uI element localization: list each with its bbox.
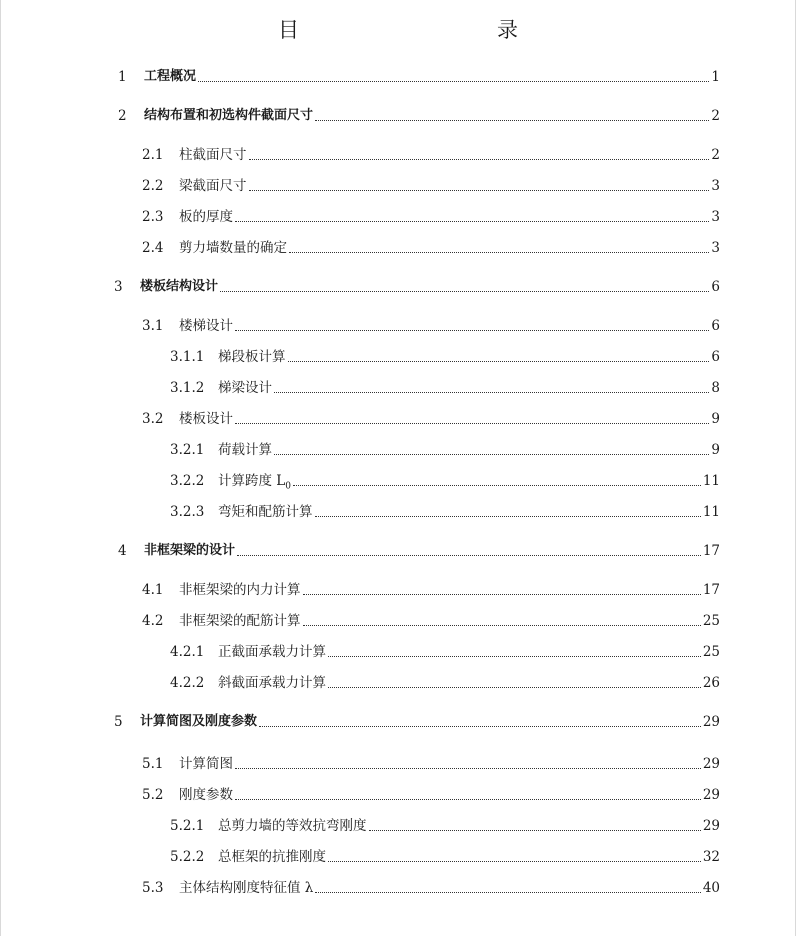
toc-entry[interactable]	[170, 373, 720, 397]
toc-page: 3	[711, 209, 720, 225]
toc-leader	[237, 554, 701, 556]
toc-entry[interactable]	[114, 707, 720, 731]
toc-leader	[288, 360, 710, 362]
toc-label: 非框架梁的设计	[144, 543, 236, 558]
toc-entry[interactable]	[142, 749, 720, 773]
toc-page: 40	[702, 880, 720, 896]
toc-entry[interactable]	[142, 233, 720, 257]
toc-leader	[235, 220, 709, 222]
toc-label: 总框架的抗推刚度	[218, 849, 326, 865]
toc-label	[218, 472, 291, 490]
toc-entry[interactable]	[142, 780, 720, 804]
toc-number: 4.2.1	[170, 644, 205, 660]
toc-number: 3.1.1	[170, 349, 205, 365]
toc-leader	[220, 290, 709, 292]
toc-label: 柱截面尺寸	[179, 147, 247, 163]
toc-leader	[274, 391, 709, 393]
toc-label: 刚度参数	[179, 787, 233, 803]
toc-entry[interactable]	[142, 311, 720, 335]
toc-entry[interactable]	[118, 101, 720, 125]
toc-label: 工程概况	[144, 69, 197, 84]
toc-leader	[249, 158, 710, 160]
toc-leader	[198, 80, 709, 82]
toc-label: 板的厚度	[179, 209, 233, 225]
toc-label: 梁截面尺寸	[179, 178, 247, 194]
toc-number: 5.1	[142, 756, 164, 772]
toc-leader	[289, 251, 709, 253]
toc-label-text: 计算跨度 L	[218, 473, 286, 489]
toc-number: 3.1	[142, 318, 164, 334]
toc-label: 楼梯设计	[179, 318, 233, 334]
toc-number: 5	[114, 714, 123, 730]
toc-page: 2	[711, 108, 720, 124]
toc-label: 弯矩和配筋计算	[218, 504, 313, 520]
toc-page: 6	[711, 279, 720, 295]
toc-label: 主体结构刚度特征值 λ	[179, 880, 314, 896]
toc-label: 非框架梁的配筋计算	[179, 613, 301, 629]
toc-label: 梯梁设计	[218, 380, 272, 396]
toc-page: 29	[702, 787, 720, 803]
toc-page: 29	[702, 756, 720, 772]
toc-number: 5.3	[142, 880, 164, 896]
toc-page: 26	[702, 675, 720, 691]
toc-number: 4.1	[142, 582, 164, 598]
toc-leader	[259, 725, 701, 727]
toc-leader	[235, 422, 709, 424]
toc-leader	[235, 329, 709, 331]
toc-entry[interactable]	[114, 272, 720, 296]
toc-entry[interactable]	[142, 575, 720, 599]
toc-leader	[235, 798, 701, 800]
toc-entry[interactable]	[142, 171, 720, 195]
toc-page: 6	[711, 349, 720, 365]
toc-label-subscript: 0	[285, 481, 291, 492]
toc-number: 4	[118, 543, 127, 559]
toc-number: 5.2.2	[170, 849, 205, 865]
toc-label: 计算简图	[179, 756, 233, 772]
toc-page: 32	[702, 849, 720, 865]
toc-entry[interactable]	[170, 811, 720, 835]
toc-number: 2.3	[142, 209, 164, 225]
toc-leader	[249, 189, 710, 191]
toc-label: 梯段板计算	[218, 349, 286, 365]
toc-leader	[235, 767, 701, 769]
toc-number: 4.2	[142, 613, 164, 629]
toc-leader	[328, 860, 701, 862]
toc-entry[interactable]	[142, 404, 720, 428]
toc-number: 5.2.1	[170, 818, 205, 834]
toc-number: 1	[118, 69, 127, 85]
toc-page: 29	[702, 714, 720, 730]
toc-entry[interactable]	[170, 668, 720, 692]
toc-leader	[315, 891, 700, 893]
toc-page: 25	[702, 644, 720, 660]
toc-label: 楼板结构设计	[140, 279, 219, 294]
toc-leader	[369, 829, 701, 831]
toc-number: 3.2.3	[170, 504, 205, 520]
toc-page: 29	[702, 818, 720, 834]
toc-number: 3.2.2	[170, 473, 205, 489]
toc-page: 3	[711, 178, 720, 194]
toc-page: 6	[711, 318, 720, 334]
page-title: 目 录	[278, 18, 570, 42]
toc-leader	[303, 624, 701, 626]
toc-leader	[293, 484, 701, 486]
toc-label: 总剪力墙的等效抗弯刚度	[218, 818, 367, 834]
toc-number: 3.2.1	[170, 442, 205, 458]
toc-number: 3.2	[142, 411, 164, 427]
toc-number: 3.1.2	[170, 380, 205, 396]
toc-leader	[328, 655, 701, 657]
toc-leader	[315, 515, 701, 517]
toc-page: 11	[702, 504, 720, 520]
toc-label: 计算简图及刚度参数	[140, 714, 258, 729]
toc-entry[interactable]	[170, 842, 720, 866]
toc-leader	[274, 453, 709, 455]
toc-number: 3	[114, 279, 123, 295]
toc-entry[interactable]	[170, 497, 720, 521]
toc-entry[interactable]	[170, 466, 720, 490]
toc-page: 3	[711, 240, 720, 256]
toc-page: 25	[702, 613, 720, 629]
toc-entry[interactable]	[170, 435, 720, 459]
toc-entry[interactable]	[118, 536, 720, 560]
toc-number: 5.2	[142, 787, 164, 803]
toc-page: 17	[702, 543, 720, 559]
toc-leader	[315, 119, 709, 121]
toc-leader	[328, 686, 701, 688]
toc-number: 2.1	[142, 147, 164, 163]
toc-number: 2.2	[142, 178, 164, 194]
toc-entry[interactable]	[142, 873, 720, 897]
toc-number: 4.2.2	[170, 675, 205, 691]
toc-entry[interactable]	[118, 62, 720, 86]
toc-entry[interactable]	[170, 637, 720, 661]
toc-page: 2	[711, 147, 720, 163]
toc-page: 8	[711, 380, 720, 396]
toc-label: 正截面承载力计算	[218, 644, 326, 660]
toc-label: 斜截面承载力计算	[218, 675, 326, 691]
toc-page: 1	[711, 69, 720, 85]
toc-label: 非框架梁的内力计算	[179, 582, 301, 598]
toc-page: 9	[711, 442, 720, 458]
toc-page: 17	[702, 582, 720, 598]
toc-page: 9	[711, 411, 720, 427]
page-left-edge	[0, 0, 1, 936]
toc-entry[interactable]	[142, 606, 720, 630]
toc-leader	[303, 593, 701, 595]
toc-label: 荷载计算	[218, 442, 272, 458]
toc-label: 结构布置和初选构件截面尺寸	[144, 108, 314, 123]
toc-page: 11	[702, 473, 720, 489]
toc-number: 2.4	[142, 240, 164, 256]
toc-label: 剪力墙数量的确定	[179, 240, 287, 256]
toc-number: 2	[118, 108, 127, 124]
toc-entry[interactable]	[142, 202, 720, 226]
toc-label: 楼板设计	[179, 411, 233, 427]
toc-entry[interactable]	[142, 140, 720, 164]
toc-entry[interactable]	[170, 342, 720, 366]
